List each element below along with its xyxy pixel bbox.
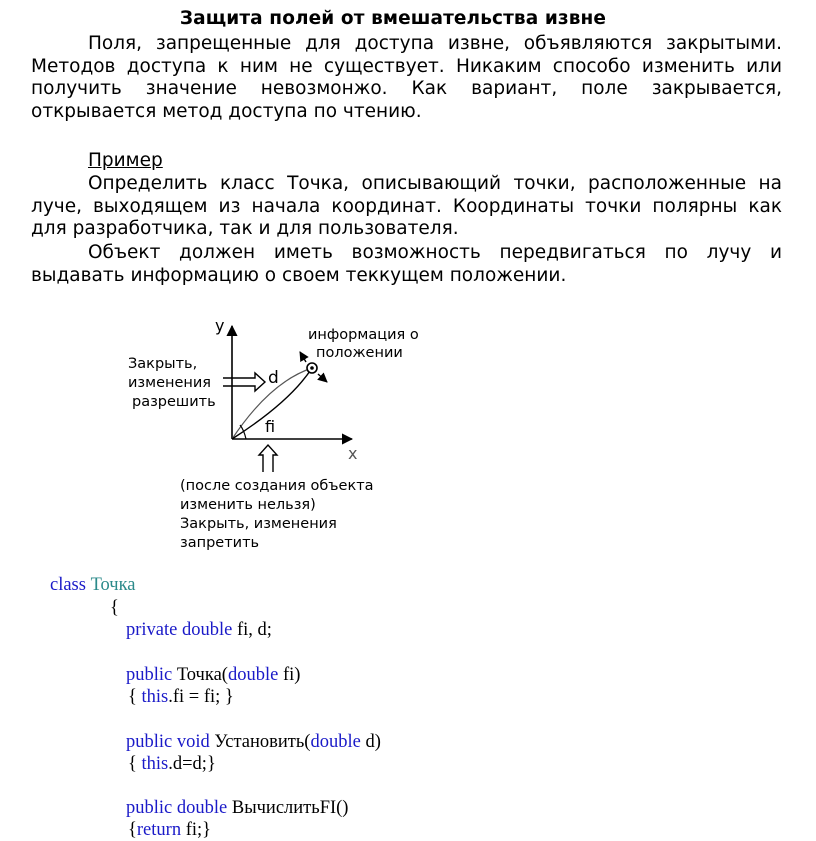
x-axis-label: x xyxy=(348,444,358,463)
point-center xyxy=(310,366,314,370)
constructor-name: Точка( xyxy=(176,665,228,685)
bottom-label-line3: Закрыть, изменения xyxy=(180,516,337,532)
class-name: Точка xyxy=(90,575,136,595)
keyword-public: public xyxy=(126,798,173,818)
code-line-setter-body xyxy=(128,753,216,775)
getter-name: ВычислитьFI() xyxy=(231,798,349,818)
keyword-public: public xyxy=(126,732,173,752)
paragraph-task xyxy=(31,173,782,241)
paragraph-protection-text: Поля, запрещенные для доступа извне, объявляются закрытыми. Методов доступа к ним не существует. Никаким способо изменить или получить значение невозмонжо. Как вариант, поле закрывается, открывается метод доступа по чтению. xyxy=(31,33,782,122)
constructor-body: .fi = fi; } xyxy=(168,687,234,707)
paragraph-protection xyxy=(31,33,782,123)
left-label-line2: изменения xyxy=(128,375,212,391)
bottom-label-line2: изменить нельзя) xyxy=(180,497,316,513)
keyword-return: return xyxy=(136,820,182,840)
distance-label: d xyxy=(268,368,279,388)
keyword-public: public xyxy=(126,665,173,685)
y-axis-label: y xyxy=(215,316,225,335)
info-arrow-up xyxy=(300,352,306,362)
code-line-fields xyxy=(126,619,272,641)
hollow-arrow-right xyxy=(223,373,265,391)
code-line-constructor-body xyxy=(128,686,234,708)
angle-label: fi xyxy=(265,417,276,436)
bottom-label-line4: запретить xyxy=(180,535,260,551)
left-label-line3: разрешить xyxy=(132,394,216,410)
paragraph-task-text: Определить класс Точка, описывающий точки, расположенные на луче, выходящем из начала координат. Координаты точки полярны как для разработчика, так и для пользователя. xyxy=(31,173,782,239)
setter-name: Установить( xyxy=(214,732,311,752)
keyword-double: double xyxy=(310,732,361,752)
keyword-double: double xyxy=(176,798,228,818)
brace: { xyxy=(128,687,137,707)
paragraph-object xyxy=(31,242,782,287)
keyword-double: double xyxy=(182,620,233,640)
code-line-getter-body xyxy=(128,819,211,841)
keyword-class: class xyxy=(50,575,86,595)
brace: { xyxy=(128,820,137,840)
setter-body: .d=d;} xyxy=(168,754,216,774)
keyword-void: void xyxy=(176,732,210,752)
getter-body: fi;} xyxy=(185,820,212,840)
example-heading: Пример xyxy=(88,150,163,171)
code-line-getter xyxy=(126,797,348,819)
field-names: fi, d; xyxy=(236,620,272,640)
keyword-private: private xyxy=(126,620,178,640)
info-label-line2: положении xyxy=(316,345,403,361)
code-line-open-brace xyxy=(110,597,119,619)
info-arrow-down xyxy=(318,374,327,382)
code-line-constructor xyxy=(126,664,300,686)
paragraph-object-text: Объект должен иметь возможность передвигаться по лучу и выдавать информацию о своем теккущем положении. xyxy=(31,242,782,286)
point-on-ray-diagram xyxy=(120,312,430,562)
hollow-arrow-up xyxy=(259,445,277,472)
brace: { xyxy=(128,754,137,774)
code-line-class xyxy=(50,574,136,596)
param-fi: fi) xyxy=(282,665,301,685)
param-d: d) xyxy=(365,732,381,752)
keyword-this: this xyxy=(141,754,169,774)
code-line-setter xyxy=(126,731,381,753)
info-label-line1: информация о xyxy=(308,327,419,343)
keyword-double: double xyxy=(227,665,279,685)
left-label-line1: Закрыть, xyxy=(128,356,198,372)
page-title: Защита полей от вмешательства извне xyxy=(179,8,607,29)
open-brace: { xyxy=(110,598,119,618)
bottom-label-line1: (после создания объекта xyxy=(180,478,374,494)
keyword-this: this xyxy=(141,687,169,707)
